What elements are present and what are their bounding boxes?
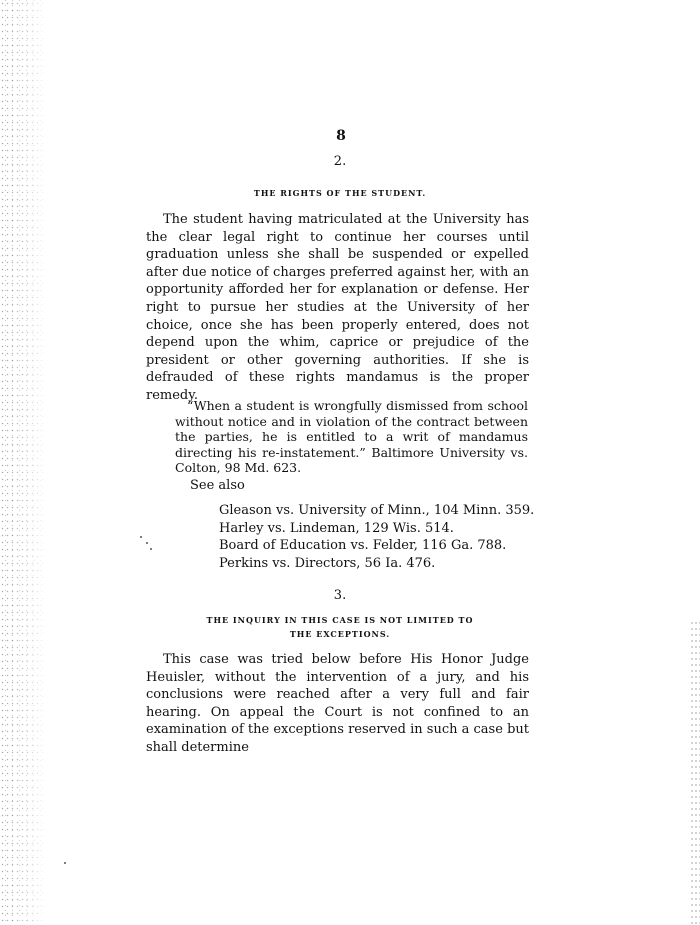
see-also-label: See also xyxy=(190,478,245,493)
section-heading-inquiry xyxy=(150,613,530,641)
section-heading-rights-of-student: THE RIGHTS OF THE STUDENT. xyxy=(253,188,427,198)
citation-item: Perkins vs. Directors, 56 Ia. 476. xyxy=(219,555,436,571)
citation-item: Board of Education vs. Felder, 116 Ga. 788. xyxy=(219,538,507,554)
section-heading-inquiry-line2: THE EXCEPTIONS. xyxy=(289,629,391,639)
scan-speck xyxy=(146,542,148,544)
scan-speck xyxy=(64,862,66,864)
scan-noise-right-edge xyxy=(690,620,700,925)
scan-speck xyxy=(140,536,142,538)
section-number-2: 2. xyxy=(333,154,347,169)
block-quote-baltimore: “When a student is wrongfully dismissed from school without notice and in violation of the contract between the parties, he is entitled to a writ of mandamus directing his re-instatement.” Baltimore University vs. Colton, 98 Md. 623. xyxy=(175,398,528,476)
body-paragraph-rights: The student having matriculated at the University has the clear legal right to continue her courses until graduation unless she shall be suspended or expelled after due notice of charges preferred against her, with an opportunity afforded her for explanation or defense. Her right to pursue her studies at the University of her choice, once she has been properly entered, does not depend upon the whim, caprice or prejudice of the president or other governing authorities. If she is defrauded of these rights mandamus is the proper remedy. xyxy=(146,212,529,403)
section-number-3: 3. xyxy=(333,588,347,603)
section-heading-inquiry-line1: THE INQUIRY IN THIS CASE IS NOT LIMITED TO xyxy=(206,615,474,625)
citation-item: Harley vs. Lindeman, 129 Wis. 514. xyxy=(219,520,454,536)
citation-item: Gleason vs. University of Minn., 104 Minn. 359. xyxy=(219,503,535,518)
scan-speck xyxy=(150,548,152,550)
page-number: 8 xyxy=(336,128,346,144)
scan-noise-left-edge xyxy=(0,0,48,925)
body-paragraph-inquiry: This case was tried below before His Honor Judge Heuisler, without the intervention of a jury, and his conclusions were reached after a very full and fair hearing. On appeal the Court is not confined to an examination of the exceptions reserved in such a case but shall determine xyxy=(146,652,529,755)
citation-list xyxy=(219,502,534,572)
